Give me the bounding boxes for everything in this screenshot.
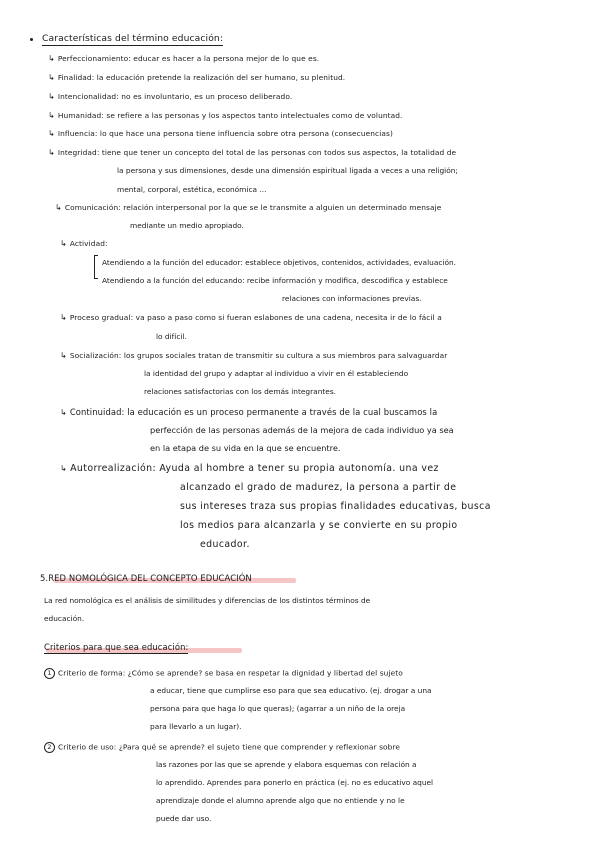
bracket: [94, 255, 98, 279]
criterio-uso-line3: lo aprendido. Aprendes para ponerlo en práctica (ej. no es educativo aquel: [156, 778, 434, 787]
item-influencia: ↳ Influencia: lo que hace una persona tiene influencia sobre otra persona (consecuencias): [48, 129, 393, 138]
criterio-forma-line4: para llevarlo a un lugar).: [150, 722, 242, 731]
item-continuidad-line3: en la etapa de su vida en la que se encuentre.: [150, 443, 341, 453]
item-actividad: ↳ Actividad:: [60, 239, 108, 248]
arrow-icon: ↳: [48, 54, 55, 63]
item-comunicacion-line2: mediante un medio apropiado.: [130, 221, 244, 230]
item-integridad-line2: la persona y sus dimensiones, desde una dimensión espiritual ligada a veces a una religión;: [117, 166, 458, 175]
item-integridad: ↳ Integridad: tiene que tener un concepto del total de las personas con todos sus aspectos, la totalidad de: [48, 148, 457, 157]
item-proceso-line2: lo difícil.: [156, 332, 187, 341]
criterios-title: Criterios para que sea educación:: [44, 642, 189, 652]
item-perfeccionamiento: ↳ Perfeccionamiento: educar es hacer a la persona mejor de lo que es.: [48, 54, 320, 63]
item-autorrealizacion-line5: educador.: [200, 539, 250, 550]
criterio-uso: 2 Criterio de uso: ¿Para qué se aprende? el sujeto tiene que comprender y reflexionar sobre: [44, 742, 400, 753]
arrow-icon: ↳: [60, 313, 67, 322]
item-socializacion-line3: relaciones satisfactorias con los demás integrantes.: [144, 387, 337, 396]
criterio-uso-line4: aprendizaje donde el alumno aprende algo que no entiende y no le: [156, 796, 405, 805]
number-circle-icon: 1: [44, 668, 55, 679]
criterio-uso-line5: puede dar uso.: [156, 814, 212, 823]
arrow-icon: ↳: [60, 464, 68, 473]
section-title: Características del término educación:: [42, 33, 224, 44]
criterio-uso-line2: las razones por las que se aprende y elabora esquemas con relación a: [156, 760, 417, 769]
section5-heading: 5.RED NOMOLÓGICA DEL CONCEPTO EDUCACIÓN: [40, 573, 252, 583]
arrow-icon: ↳: [48, 129, 55, 138]
item-autorrealizacion-line2: alcanzado el grado de madurez, la persona a partir de: [180, 482, 457, 493]
arrow-icon: ↳: [48, 148, 55, 157]
item-finalidad: ↳ Finalidad: la educación pretende la realización del ser humano, su plenitud.: [48, 73, 346, 82]
bullet-dot: [30, 38, 33, 41]
item-comunicacion: ↳ Comunicación: relación interpersonal por la que se le transmite a alguien un determinado mensaje: [55, 203, 442, 212]
arrow-icon: ↳: [48, 111, 55, 120]
section5-text-line2: educación.: [44, 614, 85, 623]
section5-text-line1: La red nomológica es el análisis de similitudes y diferencias de los distintos términos de: [44, 596, 371, 605]
criterio-forma-line3: persona para que haga lo que queras); (agarrar a un niño de la oreja: [150, 704, 406, 713]
number-circle-icon: 2: [44, 742, 55, 753]
item-autorrealizacion-line4: los medios para alcanzarla y se convierte en su propio: [180, 520, 458, 531]
arrow-icon: ↳: [60, 351, 67, 360]
item-humanidad: ↳ Humanidad: se refiere a las personas y los aspectos tanto intelectuales como de voluntad.: [48, 111, 403, 120]
arrow-icon: ↳: [48, 73, 55, 82]
actividad-educando: Atendiendo a la función del educando: recibe información y modifica, descodifica y establece: [102, 276, 448, 285]
item-continuidad-line2: perfección de las personas además de la mejora de cada individuo ya sea: [150, 425, 454, 435]
item-autorrealizacion: ↳ Autorrealización: Ayuda al hombre a tener su propia autonomía. una vez: [60, 463, 439, 474]
item-socializacion: ↳ Socialización: los grupos sociales tratan de transmitir su cultura a sus miembros para salvaguardar: [60, 351, 448, 360]
criterio-forma-line2: a educar, tiene que cumplirse eso para que sea educativo. (ej. drogar a una: [150, 686, 432, 695]
item-intencionalidad: ↳ Intencionalidad: no es involuntario, es un proceso deliberado.: [48, 92, 293, 101]
item-autorrealizacion-line3: sus intereses traza sus propias finalidades educativas, busca: [180, 501, 491, 512]
criterio-forma: 1 Criterio de forma: ¿Cómo se aprende? se basa en respetar la dignidad y libertad del sujeto: [44, 668, 403, 679]
arrow-icon: ↳: [48, 92, 55, 101]
arrow-icon: ↳: [55, 203, 62, 212]
item-continuidad: ↳ Continuidad: la educación es un proceso permanente a través de la cual buscamos la: [60, 407, 438, 417]
arrow-icon: ↳: [60, 239, 67, 248]
item-socializacion-line2: la identidad del grupo y adaptar al individuo a vivir en él estableciendo: [144, 369, 409, 378]
arrow-icon: ↳: [60, 408, 67, 417]
item-integridad-line3: mental, corporal, estética, económica ...: [117, 185, 267, 194]
item-proceso-gradual: ↳ Proceso gradual: va paso a paso como si fueran eslabones de una cadena, necesita ir de lo fácil a: [60, 313, 442, 322]
actividad-educador: Atendiendo a la función del educador: establece objetivos, contenidos, actividades, evaluación.: [102, 258, 457, 267]
actividad-educando-line2: relaciones con informaciones previas.: [282, 294, 422, 303]
